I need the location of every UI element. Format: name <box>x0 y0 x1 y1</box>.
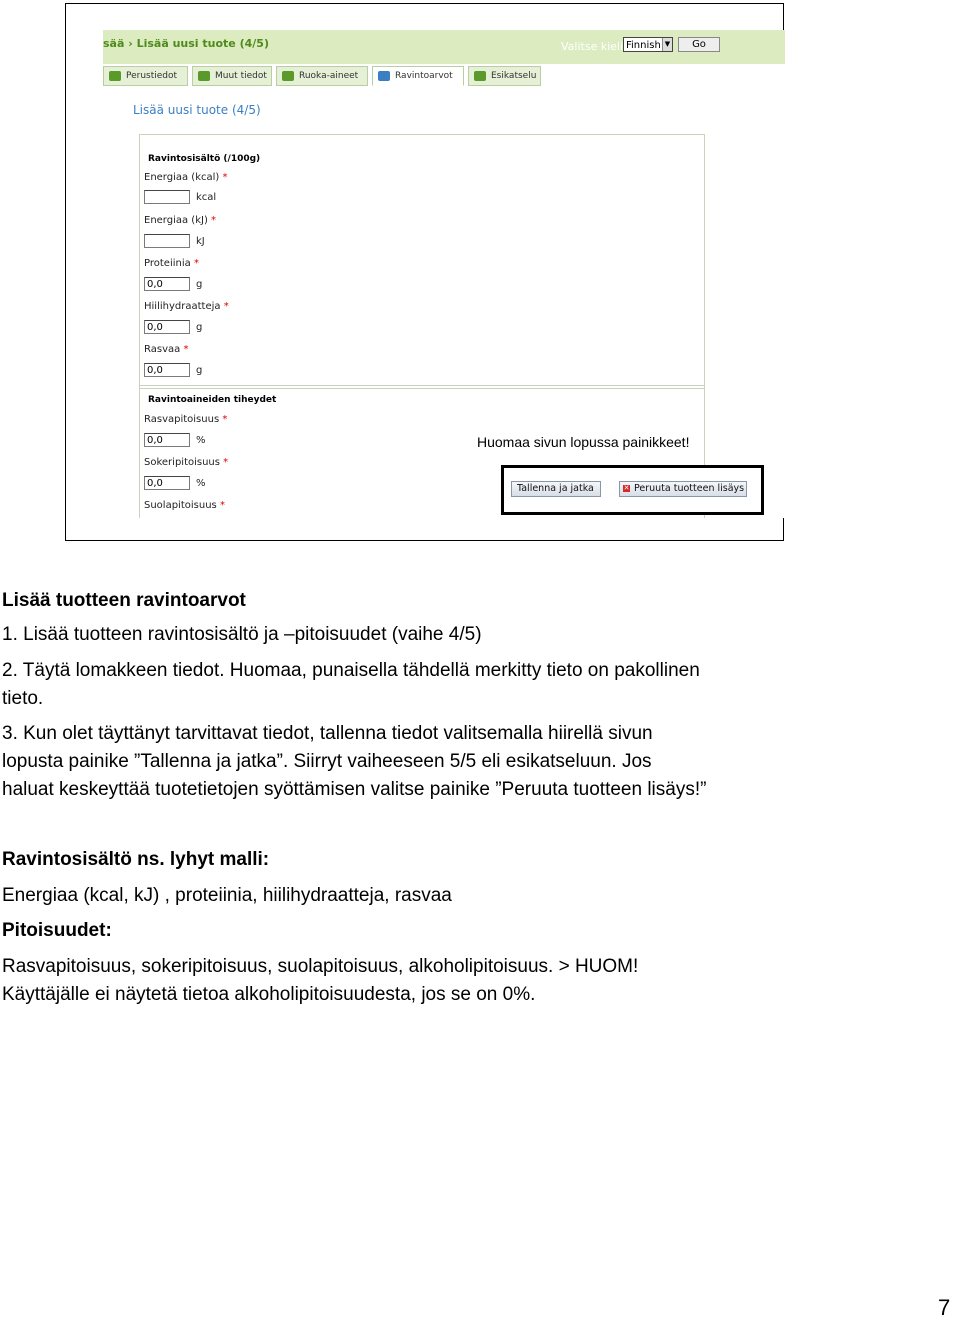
tab-label: Ruoka-aineet <box>299 71 359 81</box>
cancel-product-button[interactable] <box>619 481 747 497</box>
unit-label: % <box>196 435 206 446</box>
required-mark: * <box>223 301 229 312</box>
language-value: Finnish <box>626 40 661 51</box>
energy-kj-input[interactable] <box>144 234 190 248</box>
field-label-energy-kcal: Energiaa (kcal) * <box>144 172 228 183</box>
screenshot-frame <box>65 3 784 541</box>
required-mark: * <box>223 457 229 468</box>
tab-label: Muut tiedot <box>215 71 267 81</box>
required-mark: * <box>222 414 228 425</box>
unit-label: % <box>196 478 206 489</box>
check-icon <box>109 71 121 81</box>
go-button[interactable]: Go <box>678 37 720 52</box>
buttons-note: Huomaa sivun lopussa painikkeet! <box>477 434 690 450</box>
section-heading: Lisää tuotteen ravintoarvot <box>2 590 246 611</box>
step-1: 1. Lisää tuotteen ravintosisältö ja –pitoisuudet (vaihe 4/5) <box>2 624 482 645</box>
tab-ravintoarvot[interactable] <box>372 66 464 86</box>
fat-content-input[interactable] <box>144 433 190 447</box>
density-legend: Ravintoaineiden tiheydet <box>148 395 277 405</box>
field-label-energy-kj: Energiaa (kJ) * <box>144 215 217 226</box>
short-model-text: Energiaa (kcal, kJ) , proteiinia, hiilihydraatteja, rasvaa <box>2 885 452 906</box>
field-label-salt-content: Suolapitoisuus * <box>144 500 225 511</box>
protein-input[interactable] <box>144 277 190 291</box>
step-2-line-2: tieto. <box>2 688 44 709</box>
required-mark: * <box>183 344 189 355</box>
field-label-protein: Proteiinia * <box>144 258 199 269</box>
nutrition-legend: Ravintosisältö (/100g) <box>148 154 261 164</box>
step-3-line-3: haluat keskeyttää tuotetietojen syöttämisen valitse painike ”Peruuta tuotteen lisäys!” <box>2 779 707 800</box>
required-mark: * <box>211 215 217 226</box>
preview-icon <box>474 71 486 81</box>
action-buttons-highlight <box>501 465 764 515</box>
step-2-line-1: 2. Täytä lomakkeen tiedot. Huomaa, punaisella tähdellä merkitty tieto on pakollinen <box>2 660 700 681</box>
carbohydrates-input[interactable] <box>144 320 190 334</box>
field-label-carbohydrates: Hiilihydraatteja * <box>144 301 229 312</box>
step-3-line-2: lopusta painike ”Tallenna ja jatka”. Siirryt vaiheeseen 5/5 eli esikatseluun. Jos <box>2 751 652 772</box>
contents-line-2: Käyttäjälle ei näytetä tietoa alkoholipitoisuudesta, jos se on 0%. <box>2 984 536 1005</box>
save-continue-button[interactable]: Tallenna ja jatka <box>511 481 601 497</box>
check-icon <box>198 71 210 81</box>
contents-heading: Pitoisuudet: <box>2 920 112 941</box>
required-mark: * <box>222 172 228 183</box>
unit-label: g <box>196 279 203 290</box>
step-3-line-1: 3. Kun olet täyttänyt tarvittavat tiedot, tallenna tiedot valitsemalla hiirellä sivun <box>2 723 653 744</box>
breadcrumb: sää › Lisää uusi tuote (4/5) <box>103 37 269 50</box>
tab-label: Esikatselu <box>491 71 537 81</box>
chevron-down-icon: ▼ <box>662 38 672 51</box>
required-mark: * <box>219 500 225 511</box>
unit-label: kcal <box>196 192 217 203</box>
field-label-fat-content: Rasvapitoisuus * <box>144 414 228 425</box>
energy-kcal-input[interactable] <box>144 190 190 204</box>
language-label: Valitse kieli <box>561 40 624 53</box>
tab-muut-tiedot[interactable] <box>192 66 272 86</box>
tab-esikatselu[interactable] <box>468 66 541 86</box>
edit-icon <box>378 71 390 81</box>
required-mark: * <box>193 258 199 269</box>
tab-label: Ravintoarvot <box>395 71 453 81</box>
form-title: Lisää uusi tuote (4/5) <box>133 103 261 117</box>
unit-label: g <box>196 322 203 333</box>
field-label-fat: Rasvaa * <box>144 344 189 355</box>
cancel-button-label: Peruuta tuotteen lisäys <box>634 483 745 494</box>
check-icon <box>282 71 294 81</box>
short-model-heading: Ravintosisältö ns. lyhyt malli: <box>2 849 270 870</box>
top-bar <box>103 30 785 64</box>
sugar-content-input[interactable] <box>144 476 190 490</box>
tab-label: Perustiedot <box>126 71 178 81</box>
close-icon: ✕ <box>623 484 630 492</box>
contents-line-1: Rasvapitoisuus, sokeripitoisuus, suolapitoisuus, alkoholipitoisuus. > HUOM! <box>2 956 639 977</box>
app-screenshot <box>103 30 785 518</box>
page-number: 7 <box>938 1295 951 1320</box>
fat-input[interactable] <box>144 363 190 377</box>
tab-perustiedot[interactable] <box>103 66 188 86</box>
unit-label: kJ <box>196 236 205 247</box>
field-label-sugar-content: Sokeripitoisuus * <box>144 457 229 468</box>
tab-ruoka-aineet[interactable] <box>276 66 368 86</box>
language-select[interactable] <box>623 37 673 52</box>
unit-label: g <box>196 365 203 376</box>
